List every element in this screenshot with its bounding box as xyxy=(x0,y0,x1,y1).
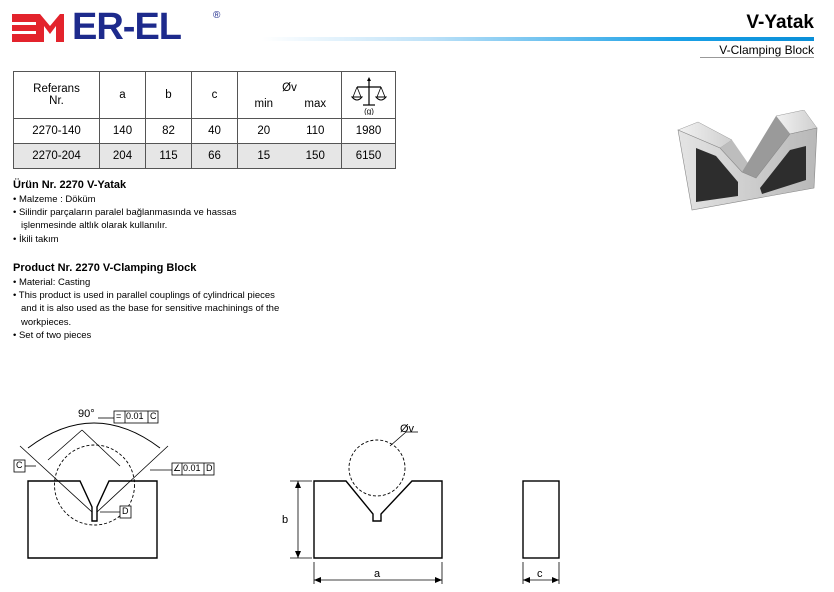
tolerance-datum: C xyxy=(150,411,157,421)
description-tr-bullet: • Silindir parçaların paralel bağlanmasında ve hassas işlenmesinde altlık olarak kullanılır. xyxy=(13,207,237,232)
dim-b-label: b xyxy=(282,514,289,526)
header-referans: Referans Nr. xyxy=(14,72,100,119)
cell-b: 115 xyxy=(146,144,192,169)
cell-a: 140 xyxy=(100,119,146,144)
table-row xyxy=(14,144,396,169)
angle-label: 90° xyxy=(78,408,95,420)
header-c: c xyxy=(192,72,238,119)
description-en-bullet: • This product is used in parallel couplings of cylindrical pieces and it is also used as the base for sensitive machinings of the workpieces. xyxy=(13,290,280,328)
header-ov xyxy=(238,72,342,119)
description-en xyxy=(13,261,293,342)
brand-logo-icon xyxy=(12,12,64,44)
tolerance-symbol: = xyxy=(116,411,122,421)
spec-table xyxy=(13,71,396,169)
header-weight xyxy=(342,72,396,119)
datum-d-label: D xyxy=(122,506,129,516)
product-image xyxy=(672,110,822,222)
cell-a: 204 xyxy=(100,144,146,169)
cell-ov-min: 20 xyxy=(257,125,271,137)
page-title: V-Yatak xyxy=(746,12,814,33)
header-ov-max: max xyxy=(304,98,327,110)
cell-weight: 1980 xyxy=(342,119,396,144)
v-block-side-diagram xyxy=(510,470,580,590)
v-block-tolerance-diagram xyxy=(0,400,300,570)
description-tr-heading: Ürün Nr. 2270 V-Yatak xyxy=(13,179,127,191)
header-a: a xyxy=(100,72,146,119)
description-tr xyxy=(13,178,283,246)
page-subtitle: V-Clamping Block xyxy=(719,43,814,57)
tolerance-value: 0.01 xyxy=(126,411,144,421)
cell-c: 40 xyxy=(192,119,238,144)
weight-unit: (g) xyxy=(363,107,374,115)
tolerance-value: 0.01 xyxy=(183,463,201,473)
description-tr-bullet: • Malzeme : Döküm xyxy=(13,194,96,205)
brand-logo-text: ER-EL xyxy=(72,6,181,48)
cell-c: 66 xyxy=(192,144,238,169)
cell-ref: 2270-140 xyxy=(14,119,100,144)
cell-ref: 2270-204 xyxy=(14,144,100,169)
cell-ov xyxy=(238,144,342,169)
header-ov-label: Øv xyxy=(282,82,297,94)
description-en-bullet: • Material: Casting xyxy=(13,277,91,288)
tolerance-symbol: ∠ xyxy=(173,463,182,473)
registered-mark: ® xyxy=(213,10,221,21)
cell-ov xyxy=(238,119,342,144)
dim-a-label: a xyxy=(374,568,381,580)
header-gradient-bar xyxy=(262,37,814,41)
subtitle-divider xyxy=(700,57,814,58)
header-b: b xyxy=(146,72,192,119)
cell-weight: 6150 xyxy=(342,144,396,169)
cell-b: 82 xyxy=(146,119,192,144)
table-header-row xyxy=(14,72,396,119)
scale-icon xyxy=(351,75,387,115)
header-ov-min: min xyxy=(254,98,274,110)
description-tr-bullet: • İkili takım xyxy=(13,233,59,245)
ov-label: Øv xyxy=(400,423,415,435)
cell-ov-max: 110 xyxy=(306,125,325,137)
description-en-heading: Product Nr. 2270 V-Clamping Block xyxy=(13,262,197,274)
table-row xyxy=(14,119,396,144)
tolerance-datum: D xyxy=(206,463,213,473)
cell-ov-max: 150 xyxy=(305,150,325,162)
description-en-bullet: • Set of two pieces xyxy=(13,329,92,341)
v-block-front-diagram xyxy=(280,420,460,590)
cell-ov-min: 15 xyxy=(257,150,271,162)
datum-c-label: C xyxy=(16,460,23,470)
dim-c-label: c xyxy=(537,568,543,580)
